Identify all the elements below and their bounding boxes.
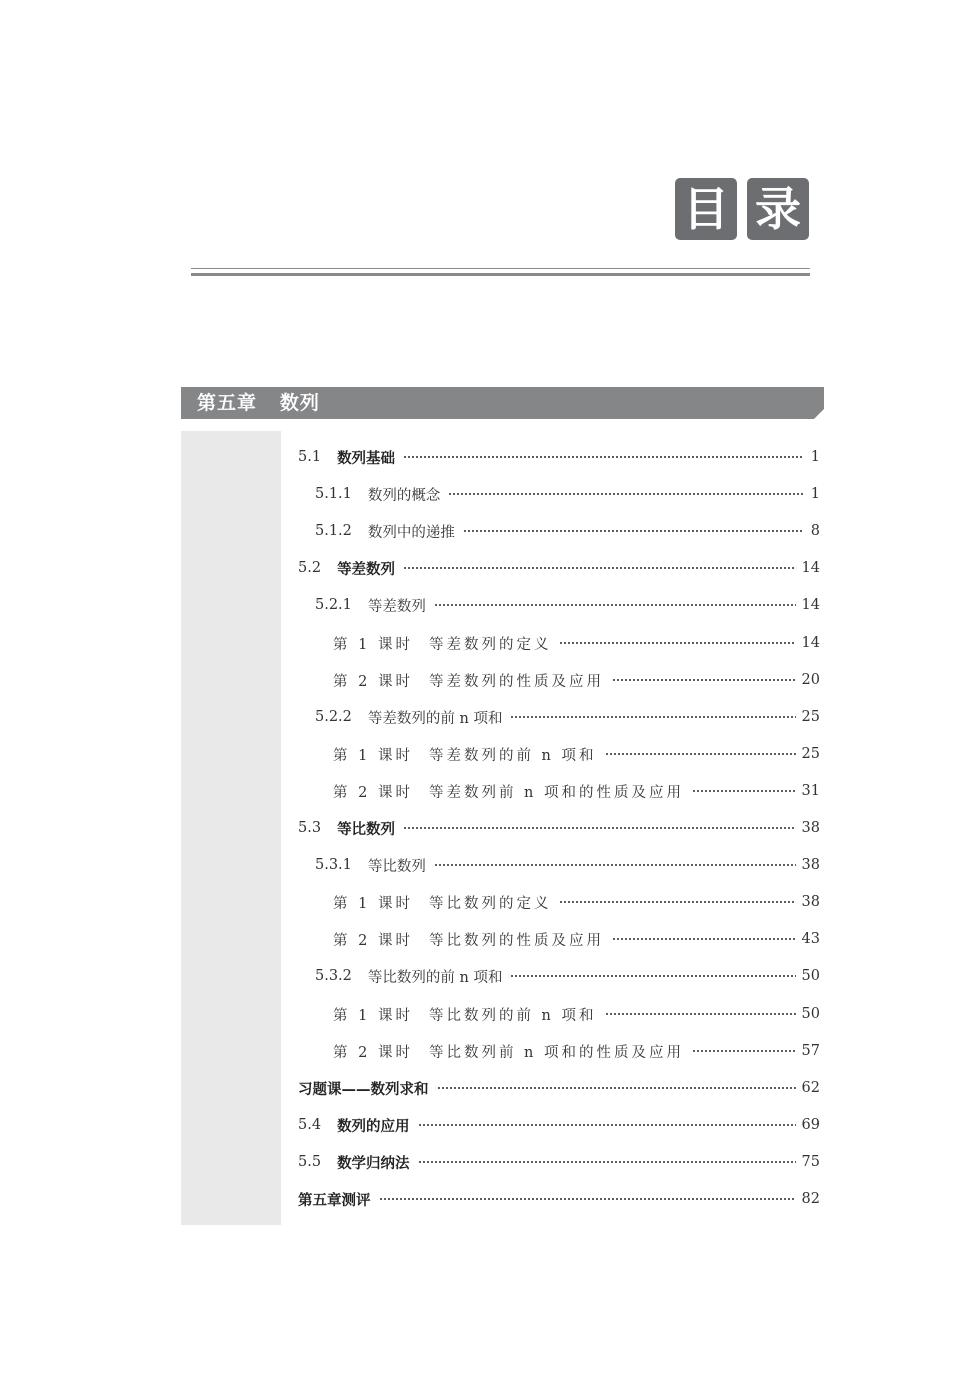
toc-entry-page: 75 bbox=[801, 1154, 820, 1170]
toc-entry[interactable] bbox=[315, 519, 820, 543]
toc-entry-label bbox=[333, 929, 604, 950]
toc-entry-title: 等比数列的前 n 项和 bbox=[428, 1007, 597, 1024]
toc-entry-number: 5.3 bbox=[298, 820, 322, 836]
toc-entry-label bbox=[298, 1189, 371, 1210]
toc-entry-title: 习题课——数列求和 bbox=[298, 1081, 429, 1098]
toc-entry-page: 50 bbox=[801, 968, 820, 984]
toc-entry-number: 5.1.1 bbox=[315, 486, 352, 502]
toc-entry-label bbox=[333, 633, 551, 654]
toc-entry[interactable] bbox=[298, 556, 820, 580]
dot-leader bbox=[612, 679, 796, 681]
toc-entry-title: 等比数列 bbox=[367, 858, 426, 875]
toc-entry-title: 第五章测评 bbox=[298, 1192, 371, 1209]
toc-entry-label bbox=[333, 1041, 684, 1062]
dot-leader bbox=[434, 864, 796, 866]
toc-entry-label bbox=[298, 558, 395, 579]
toc-entry-title: 数列中的递推 bbox=[367, 524, 455, 541]
dot-leader bbox=[418, 1124, 796, 1126]
toc-entry-label bbox=[298, 818, 395, 839]
dot-leader bbox=[434, 604, 796, 606]
toc-entry[interactable] bbox=[315, 705, 820, 729]
toc-entry[interactable] bbox=[333, 779, 820, 803]
toc-entry-number: 5.1 bbox=[298, 449, 322, 465]
toc-entry[interactable] bbox=[333, 1039, 820, 1063]
toc-entry-label bbox=[315, 855, 426, 876]
toc-entry-number: 第 2 课时 bbox=[333, 784, 413, 801]
toc-entry-number: 5.3.1 bbox=[315, 857, 352, 873]
toc-entry-number: 第 1 课时 bbox=[333, 895, 413, 912]
toc-entry[interactable] bbox=[333, 631, 820, 655]
toc-entry[interactable] bbox=[315, 853, 820, 877]
toc-entry[interactable] bbox=[333, 927, 820, 951]
toc-entry-title: 等比数列前 n 项和的性质及应用 bbox=[428, 1044, 685, 1061]
dot-leader bbox=[692, 790, 796, 792]
toc-entry-label bbox=[298, 1152, 410, 1173]
dot-leader bbox=[463, 530, 804, 532]
toc-entry[interactable] bbox=[298, 1187, 820, 1211]
toc-entry-page: 20 bbox=[801, 672, 820, 688]
dot-leader bbox=[403, 827, 795, 829]
toc-entry[interactable] bbox=[333, 742, 820, 766]
toc-entry[interactable] bbox=[333, 1002, 820, 1026]
toc-entry-number: 第 2 课时 bbox=[333, 932, 413, 949]
toc-entry-label bbox=[315, 595, 426, 616]
toc-entry-title: 等比数列的前 n 项和 bbox=[367, 969, 503, 986]
toc-entry-title: 等差数列的性质及应用 bbox=[428, 673, 604, 690]
toc-entry-title: 等差数列的定义 bbox=[428, 636, 552, 653]
toc-entry-page: 38 bbox=[801, 894, 820, 910]
toc-entry[interactable] bbox=[298, 1076, 820, 1100]
toc-entry-label bbox=[333, 670, 604, 691]
toc-entry-label bbox=[333, 781, 684, 802]
dot-leader bbox=[437, 1087, 796, 1089]
dot-leader bbox=[448, 493, 804, 495]
toc-entry-label bbox=[315, 707, 502, 728]
dot-leader bbox=[559, 901, 795, 903]
toc-entry-number: 5.2.1 bbox=[315, 597, 352, 613]
toc-entry-page: 14 bbox=[801, 635, 820, 651]
toc-entry-label bbox=[298, 1078, 429, 1099]
toc-entry-title: 数列的应用 bbox=[337, 1118, 410, 1135]
toc-entry[interactable] bbox=[333, 890, 820, 914]
toc-entry-page: 38 bbox=[801, 857, 820, 873]
toc-entry-title: 等比数列的定义 bbox=[428, 895, 552, 912]
dot-leader bbox=[418, 1161, 796, 1163]
toc-entry[interactable] bbox=[298, 1150, 820, 1174]
toc-entry-page: 1 bbox=[810, 486, 820, 502]
toc-entry-label bbox=[298, 447, 395, 468]
toc-entry-page: 25 bbox=[801, 709, 820, 725]
toc-entry-title: 等差数列的前 n 项和 bbox=[367, 710, 503, 727]
toc-entry-page: 14 bbox=[801, 597, 820, 613]
toc-entry[interactable] bbox=[298, 816, 820, 840]
toc-entry-number: 第 2 课时 bbox=[333, 1044, 413, 1061]
toc-entry-title: 等差数列的前 n 项和 bbox=[428, 747, 597, 764]
toc-entry-page: 62 bbox=[801, 1080, 820, 1096]
dot-leader bbox=[692, 1050, 796, 1052]
toc-entry-page: 8 bbox=[810, 523, 820, 539]
title-char-lu: 录 bbox=[747, 178, 809, 240]
toc-entry-page: 82 bbox=[801, 1191, 820, 1207]
toc-entry-page: 57 bbox=[801, 1043, 820, 1059]
toc-entry-label bbox=[315, 521, 455, 542]
toc-entry-title: 等差数列 bbox=[367, 598, 426, 615]
toc-entry-title: 等差数列前 n 项和的性质及应用 bbox=[428, 784, 685, 801]
dot-leader bbox=[510, 975, 795, 977]
toc-entry-title: 等比数列 bbox=[337, 821, 396, 838]
dot-leader bbox=[379, 1198, 796, 1200]
toc-entry-number: 5.1.2 bbox=[315, 523, 352, 539]
toc-entry-label bbox=[315, 484, 440, 505]
toc-entry-page: 25 bbox=[801, 746, 820, 762]
title-char-mu: 目 bbox=[675, 178, 737, 240]
toc-entry[interactable] bbox=[298, 1113, 820, 1137]
toc-entry-number: 第 1 课时 bbox=[333, 636, 413, 653]
toc-entry-page: 31 bbox=[801, 783, 820, 799]
dot-leader bbox=[612, 938, 796, 940]
toc-entry-number: 5.3.2 bbox=[315, 968, 352, 984]
dot-leader bbox=[605, 1013, 796, 1015]
toc-entry-page: 38 bbox=[801, 820, 820, 836]
toc-entry-page: 14 bbox=[801, 560, 820, 576]
dot-leader bbox=[559, 642, 795, 644]
chapter-title: 第五章 数列 bbox=[197, 392, 320, 414]
toc-entry-label bbox=[333, 892, 551, 913]
toc-entry-page: 1 bbox=[810, 449, 820, 465]
toc-entry-number: 5.2.2 bbox=[315, 709, 352, 725]
dot-leader bbox=[510, 716, 795, 718]
dot-leader bbox=[403, 456, 804, 458]
toc-entry-title: 等差数列 bbox=[337, 561, 396, 578]
toc-entry-page: 43 bbox=[801, 931, 820, 947]
dot-leader bbox=[605, 753, 796, 755]
toc-entry-number: 第 1 课时 bbox=[333, 1007, 413, 1024]
toc-entry-number: 5.2 bbox=[298, 560, 322, 576]
toc-entry-label bbox=[298, 1115, 410, 1136]
toc-entry-title: 数列的概念 bbox=[367, 487, 441, 504]
toc-entry-title: 数学归纳法 bbox=[337, 1155, 410, 1172]
toc-entry-number: 第 2 课时 bbox=[333, 673, 413, 690]
toc-entry[interactable] bbox=[333, 668, 820, 692]
toc-entry-page: 69 bbox=[801, 1117, 820, 1133]
toc-entry[interactable] bbox=[315, 593, 820, 617]
toc-entry-page: 50 bbox=[801, 1006, 820, 1022]
toc-entry[interactable] bbox=[315, 964, 820, 988]
toc-entry-title: 等比数列的性质及应用 bbox=[428, 932, 604, 949]
toc-entry-label bbox=[333, 1004, 597, 1025]
toc-entry-number: 5.4 bbox=[298, 1117, 322, 1133]
toc-entry[interactable] bbox=[298, 445, 820, 469]
toc-entry-number: 5.5 bbox=[298, 1154, 322, 1170]
toc-entry-number: 第 1 课时 bbox=[333, 747, 413, 764]
toc-entry[interactable] bbox=[315, 482, 820, 506]
dot-leader bbox=[403, 567, 795, 569]
toc-entry-label bbox=[333, 744, 597, 765]
toc-entry-title: 数列基础 bbox=[337, 450, 396, 467]
toc-entry-label bbox=[315, 966, 502, 987]
